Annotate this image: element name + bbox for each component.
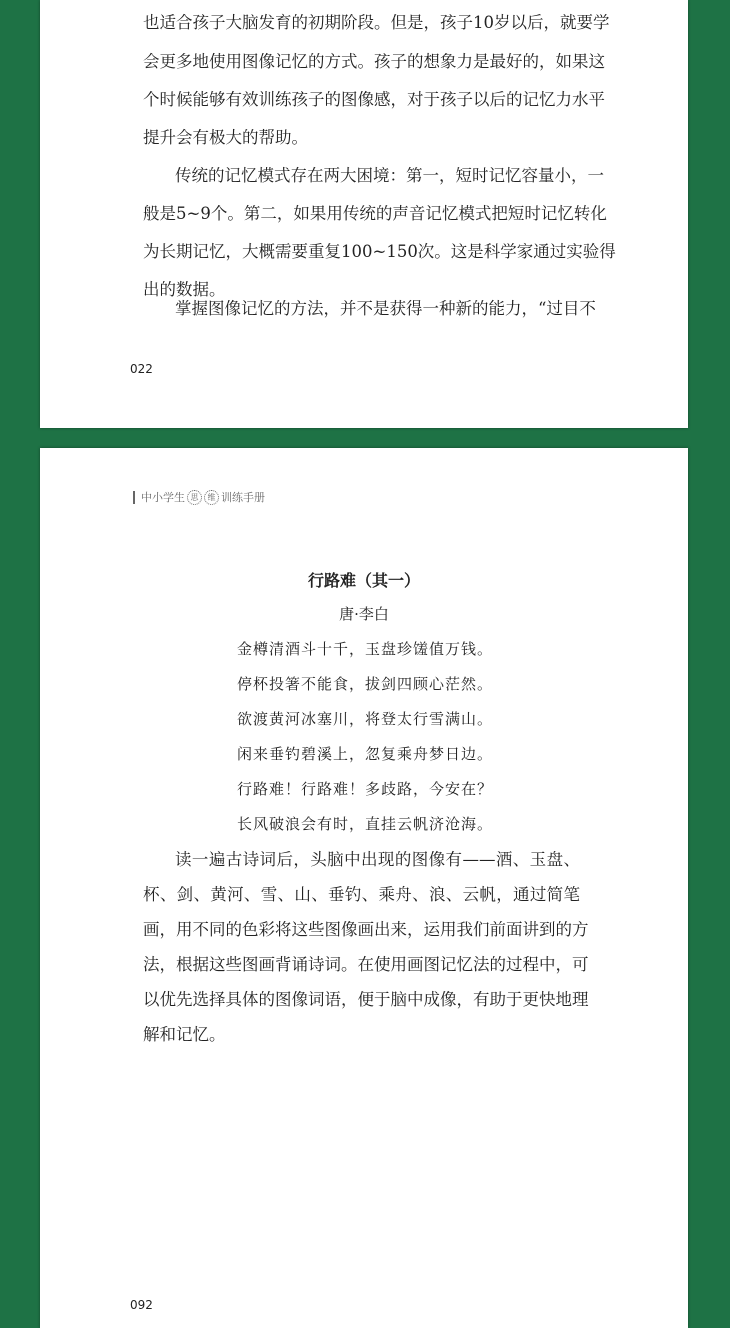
poem-line: 闲来垂钓碧溪上，忽复乘舟梦日边。 xyxy=(237,745,494,763)
header-suffix: 训练手册 xyxy=(221,491,265,504)
text-line: 出的数据。 xyxy=(143,280,226,299)
book-page-022 xyxy=(40,0,688,428)
poem-author: 唐·李白 xyxy=(339,605,389,623)
header-circled-char: 思 xyxy=(187,490,202,505)
poem-line: 欲渡黄河冰塞川，将登太行雪满山。 xyxy=(237,710,494,728)
text-line: 杯、剑、黄河、雪、山、垂钓、乘舟、浪、云帆，通过简笔 xyxy=(143,885,580,904)
text-line: 提升会有极大的帮助。 xyxy=(143,128,308,147)
text-line: 读一遍古诗词后，头脑中出现的图像有——酒、玉盘、 xyxy=(175,850,580,869)
text-line: 也适合孩子大脑发育的初期阶段。但是，孩子10岁以后，就要学 xyxy=(143,13,610,32)
text-line: 画，用不同的色彩将这些图像画出来，运用我们前面讲到的方 xyxy=(143,920,589,939)
poem-line: 长风破浪会有时，直挂云帆济沧海。 xyxy=(237,815,494,833)
poem-line: 金樽清酒斗十千，玉盘珍馐值万钱。 xyxy=(237,640,494,658)
page-number: 092 xyxy=(130,1298,153,1312)
page-number: 022 xyxy=(130,362,153,376)
text-line: 法，根据这些图画背诵诗词。在使用画图记忆法的过程中，可 xyxy=(143,955,589,974)
text-line: 传统的记忆模式存在两大困境：第一，短时记忆容量小，一 xyxy=(175,166,604,185)
running-header xyxy=(133,489,265,505)
text-line: 个时候能够有效训练孩子的图像感，对于孩子以后的记忆力水平 xyxy=(143,90,605,109)
text-line: 会更多地使用图像记忆的方式。孩子的想象力是最好的，如果这 xyxy=(143,52,605,71)
poem-title: 行路难（其一） xyxy=(307,571,420,590)
header-circled-char: 维 xyxy=(204,490,219,505)
text-line: 为长期记忆，大概需要重复100~150次。这是科学家通过实验得 xyxy=(143,242,616,261)
header-bar xyxy=(133,491,135,504)
header-prefix: 中小学生 xyxy=(141,491,185,504)
poem-line: 停杯投箸不能食，拔剑四顾心茫然。 xyxy=(237,675,494,693)
text-line: 掌握图像记忆的方法，并不是获得一种新的能力，“过目不 xyxy=(175,299,596,318)
book-page-092 xyxy=(40,448,688,1328)
text-line: 以优先选择具体的图像词语，便于脑中成像，有助于更快地理 xyxy=(143,990,589,1009)
text-line: 般是5~9个。第二，如果用传统的声音记忆模式把短时记忆转化 xyxy=(143,204,607,223)
text-line: 解和记忆。 xyxy=(143,1025,226,1044)
poem-line: 行路难！行路难！多歧路，今安在？ xyxy=(237,780,494,798)
